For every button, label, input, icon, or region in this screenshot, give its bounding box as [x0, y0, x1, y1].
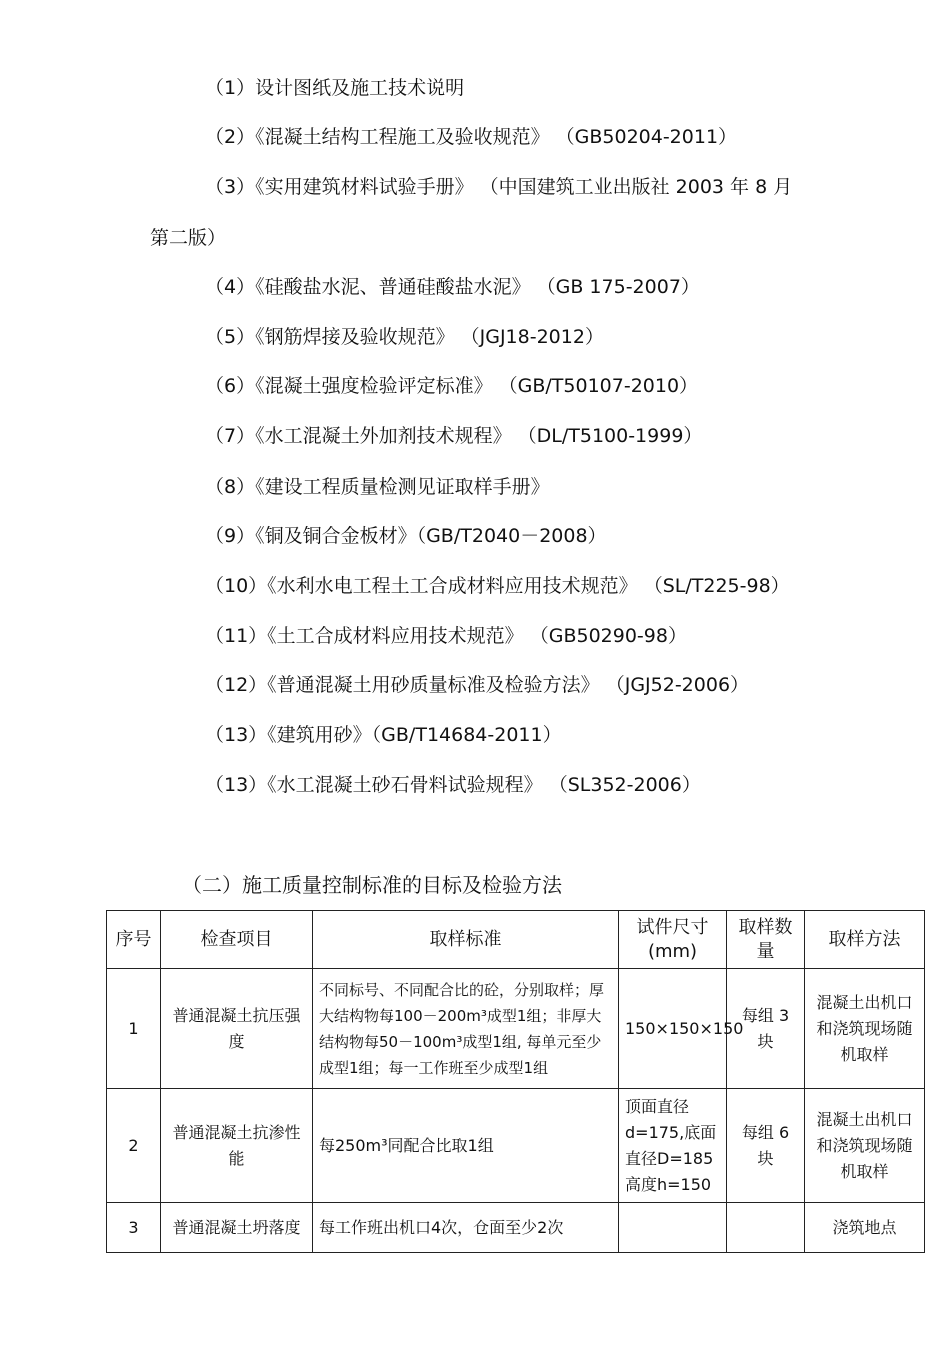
table-header-row — [107, 911, 925, 969]
reference-item: （13）《建筑用砂》（GB/T14684-2011） — [205, 724, 562, 746]
cell-seq: 1 — [107, 969, 161, 1089]
table-row — [107, 1089, 925, 1203]
cell-method: 浇筑地点 — [805, 1203, 925, 1253]
cell-method: 混凝土出机口和浇筑现场随机取样 — [805, 1089, 925, 1203]
cell-method: 混凝土出机口和浇筑现场随机取样 — [805, 969, 925, 1089]
reference-item: （8）《建设工程质量检测见证取样手册》 — [205, 476, 550, 498]
reference-item: （9）《铜及铜合金板材》（GB/T2040－2008） — [205, 525, 607, 547]
header-standard: 取样标准 — [313, 911, 619, 969]
header-method: 取样方法 — [805, 911, 925, 969]
header-seq: 序号 — [107, 911, 161, 969]
cell-quantity: 每组 6 块 — [727, 1089, 805, 1203]
cell-standard: 每250m³同配合比取1组 — [313, 1089, 619, 1203]
reference-item: （13）《水工混凝土砂石骨料试验规程》 （SL352-2006） — [205, 774, 701, 796]
reference-item: （11）《土工合成材料应用技术规范》 （GB50290-98） — [205, 625, 687, 647]
cell-item: 普通混凝土抗压强度 — [161, 969, 313, 1089]
table-row — [107, 1203, 925, 1253]
reference-item: （6）《混凝土强度检验评定标准》 （GB/T50107-2010） — [205, 375, 699, 397]
reference-item: （7）《水工混凝土外加剂技术规程》 （DL/T5100-1999） — [205, 425, 703, 447]
cell-item: 普通混凝土坍落度 — [161, 1203, 313, 1253]
header-item: 检查项目 — [161, 911, 313, 969]
cell-seq: 3 — [107, 1203, 161, 1253]
reference-item: （10）《水利水电工程土工合成材料应用技术规范》 （SL/T225-98） — [205, 575, 790, 597]
quality-control-table — [106, 910, 925, 1253]
cell-size — [619, 1203, 727, 1253]
cell-standard: 不同标号、不同配合比的砼，分别取样；厚大结构物每100－200m³成型1组；非厚大结构物每50－100m³成型1组, 每单元至少成型1组；每一工作班至少成型1组 — [313, 969, 619, 1089]
table-row — [107, 969, 925, 1089]
cell-item: 普通混凝土抗渗性能 — [161, 1089, 313, 1203]
cell-size: 150×150×150 — [619, 969, 727, 1089]
cell-quantity — [727, 1203, 805, 1253]
reference-item: （2）《混凝土结构工程施工及验收规范》 （GB50204-2011） — [205, 126, 738, 148]
reference-item: （1）设计图纸及施工技术说明 — [205, 77, 465, 99]
reference-item: （3）《实用建筑材料试验手册》 （中国建筑工业出版社 2003 年 8 月 — [205, 176, 793, 198]
header-size: 试件尺寸(mm) — [619, 911, 727, 969]
cell-size: 顶面直径d=175,底面直径D=185 高度h=150 — [619, 1089, 727, 1203]
cell-standard: 每工作班出机口4次，仓面至少2次 — [313, 1203, 619, 1253]
reference-item: （12）《普通混凝土用砂质量标准及检验方法》 （JGJ52-2006） — [205, 674, 750, 696]
header-quantity: 取样数量 — [727, 911, 805, 969]
section-title: （二）施工质量控制标准的目标及检验方法 — [182, 873, 562, 897]
cell-quantity: 每组 3 块 — [727, 969, 805, 1089]
reference-item: （5）《钢筋焊接及验收规范》 （JGJ18-2012） — [205, 326, 604, 348]
reference-item-continuation: 第二版） — [150, 227, 227, 249]
cell-seq: 2 — [107, 1089, 161, 1203]
reference-item: （4）《硅酸盐水泥、普通硅酸盐水泥》 （GB 175-2007） — [205, 276, 700, 298]
